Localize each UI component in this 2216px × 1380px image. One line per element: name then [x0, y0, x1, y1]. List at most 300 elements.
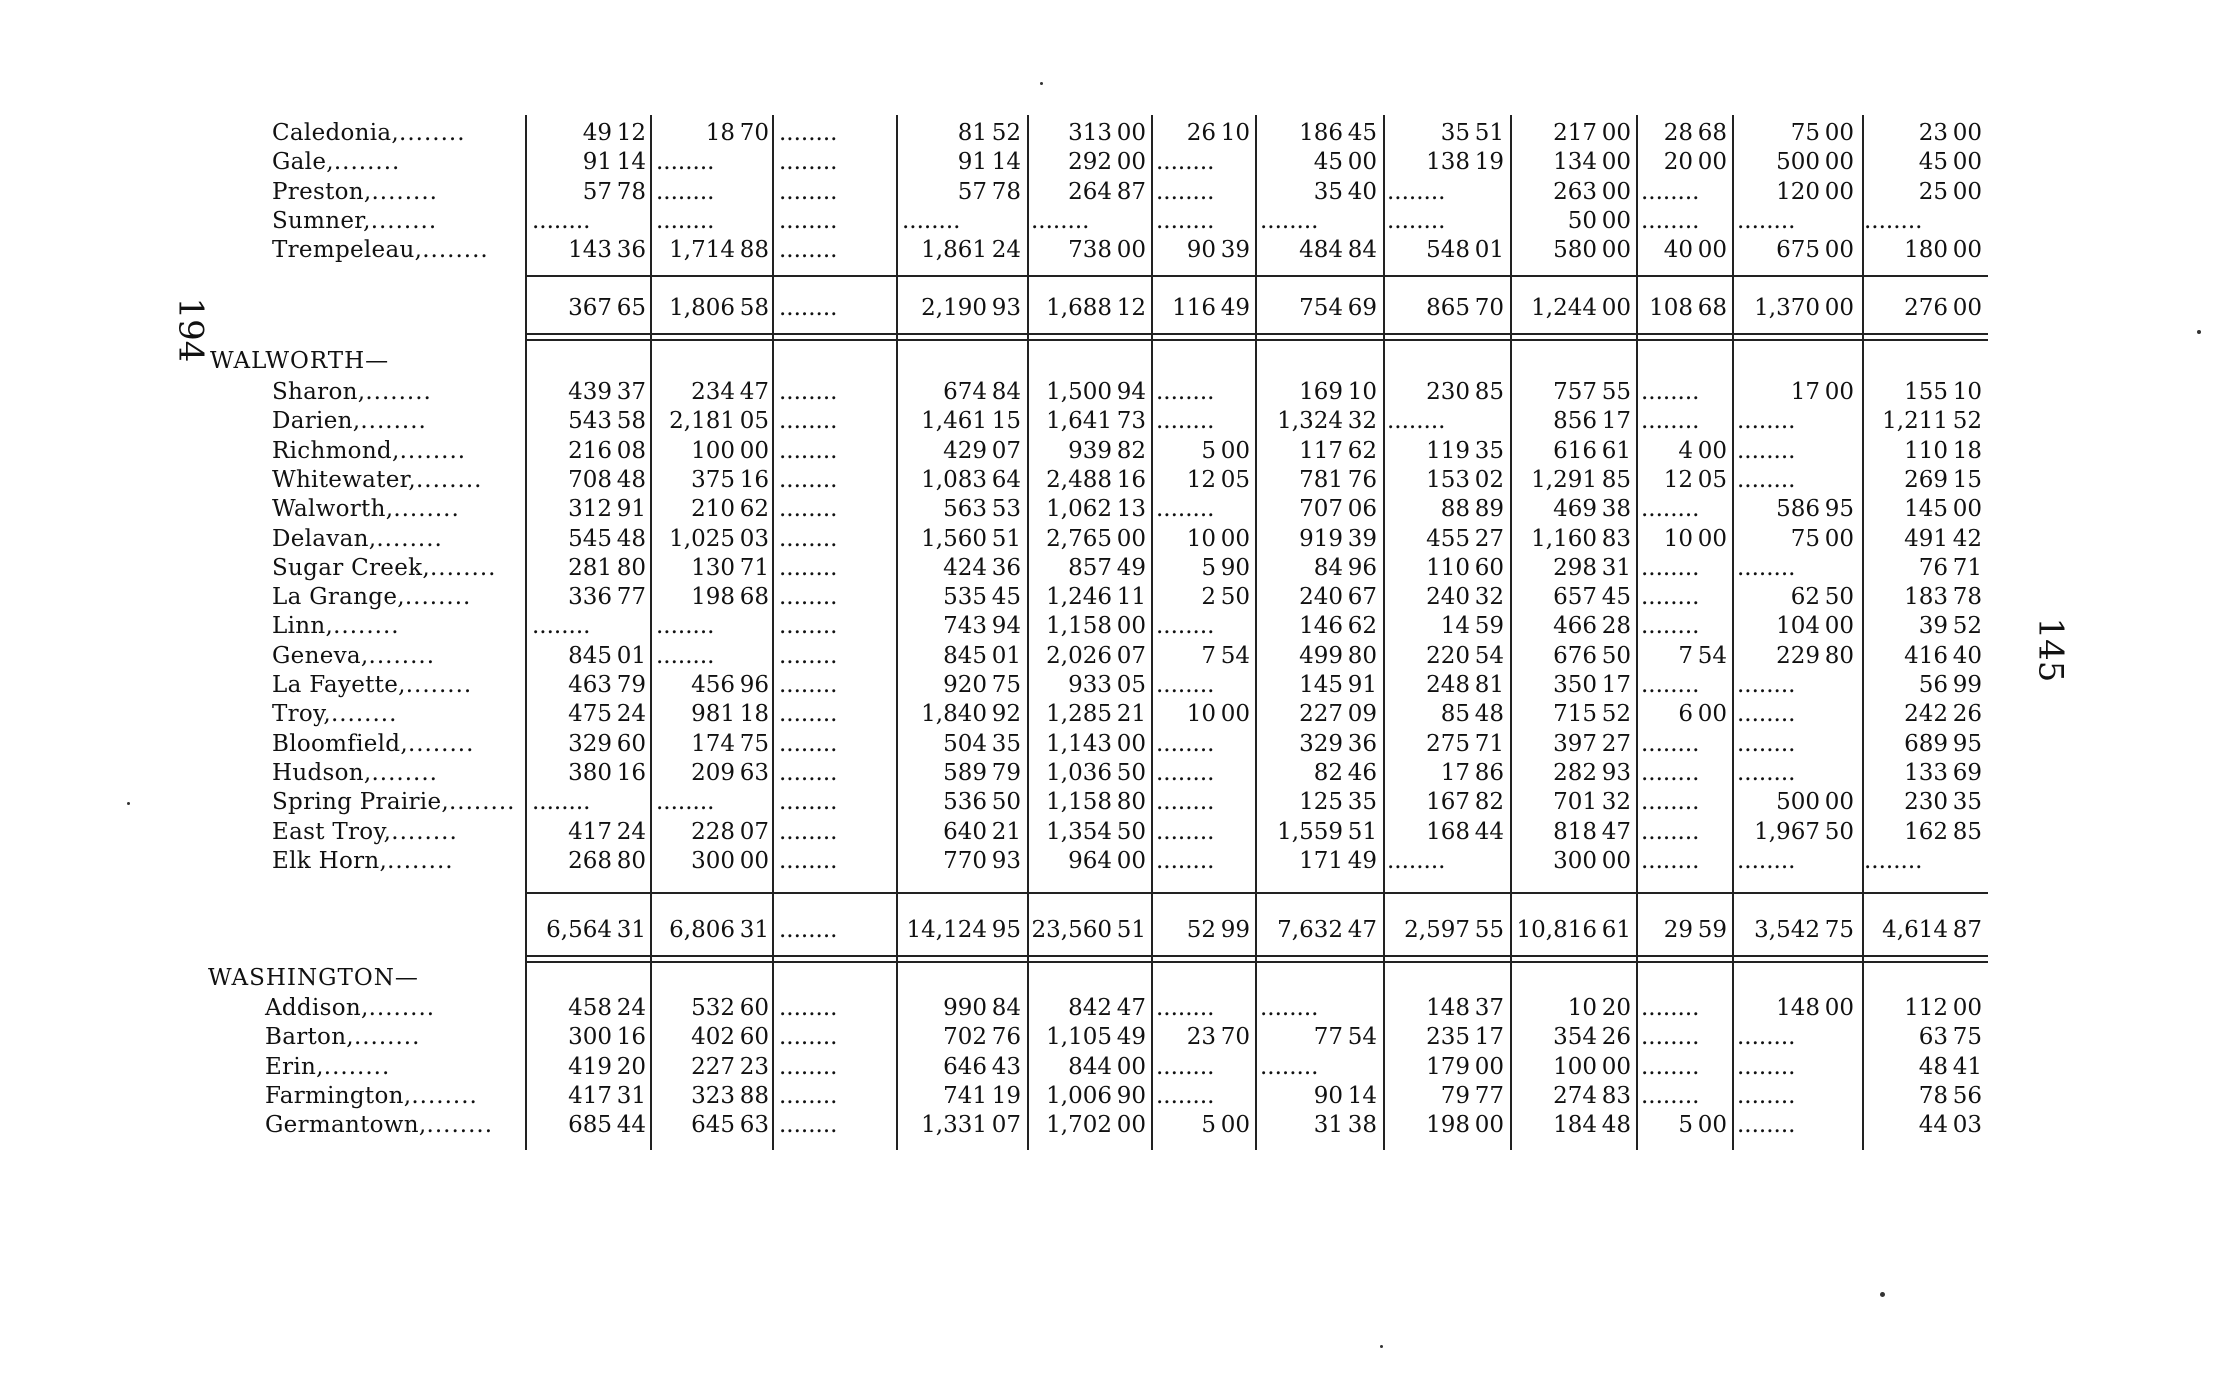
- cents: 46: [1347, 759, 1377, 786]
- cents: 82: [1474, 789, 1504, 816]
- amount-cell: [656, 553, 769, 583]
- dollars: 857: [1068, 554, 1112, 581]
- dollars: 500: [1776, 789, 1820, 816]
- amount-cell: [1514, 915, 1631, 945]
- town-name: Darien,: [272, 408, 361, 435]
- dollars: 10,816: [1516, 917, 1597, 943]
- amount-cell: [656, 582, 769, 612]
- dollars: 580: [1553, 237, 1597, 264]
- cents: 47: [1116, 995, 1146, 1021]
- town-label: [272, 846, 518, 876]
- cents: 69: [1347, 295, 1377, 321]
- cents: 01: [616, 642, 646, 669]
- leader-dots: ........: [365, 379, 432, 405]
- amount-cell: [1737, 377, 1854, 407]
- dollars: 220: [1426, 642, 1470, 669]
- dollars: 919: [1299, 525, 1343, 552]
- cents: 00: [1116, 237, 1146, 264]
- leader-dots: ........: [370, 207, 438, 234]
- cents: 50: [1116, 759, 1146, 786]
- amount-cell: [1864, 1110, 1982, 1140]
- cents: 48: [1601, 1112, 1631, 1139]
- cents: 38: [1601, 496, 1631, 523]
- cents: 12: [616, 120, 646, 146]
- dollars: 504: [943, 730, 987, 757]
- cents: 20: [1601, 995, 1631, 1021]
- cents: 00: [1697, 437, 1727, 464]
- cents: 00: [1824, 237, 1854, 264]
- cents: 68: [1697, 120, 1727, 146]
- cents: 81: [1474, 672, 1504, 698]
- dollars: 10: [1186, 525, 1216, 552]
- amount-cell: [1031, 524, 1146, 554]
- dollars: 757: [1553, 379, 1597, 405]
- dollars: 12: [1663, 466, 1693, 493]
- cents: 63: [739, 759, 769, 786]
- amount-cell: [902, 787, 1021, 817]
- dollars: 198: [691, 584, 735, 611]
- amount-cell: [902, 758, 1021, 788]
- cents: 00: [1697, 1112, 1727, 1139]
- cents: 32: [1601, 789, 1631, 816]
- cents: 42: [1952, 525, 1982, 552]
- amount-cell: [1514, 1110, 1631, 1140]
- amount-cell: [1031, 1052, 1146, 1082]
- amount-cell: [1514, 118, 1631, 148]
- cents: 00: [1952, 995, 1982, 1021]
- amount-cell: [1641, 436, 1727, 466]
- cents: 10: [1220, 120, 1250, 146]
- town-label: [272, 465, 518, 495]
- cents: 50: [1601, 642, 1631, 669]
- empty-cell-dots: ........: [1641, 672, 1700, 698]
- amount-cell: [1387, 1052, 1504, 1082]
- town-label: [272, 235, 518, 265]
- amount-cell: [1864, 293, 1982, 323]
- empty-cell-dots: ........: [1864, 207, 1923, 234]
- amount-cell: [1737, 993, 1854, 1023]
- amount-cell: [1864, 817, 1982, 847]
- empty-cell-dots: ........: [1737, 730, 1796, 757]
- amount-cell: [1387, 494, 1504, 524]
- amount-cell: [1641, 915, 1727, 945]
- dollars: 119: [1426, 437, 1470, 464]
- table-row: [0, 729, 2216, 759]
- dollars: 416: [1904, 642, 1948, 669]
- dollars: 6,806: [669, 917, 735, 943]
- cents: 00: [739, 847, 769, 874]
- dollars: 7,632: [1277, 917, 1343, 943]
- dollars: 25: [1918, 178, 1948, 205]
- cents: 45: [1601, 584, 1631, 611]
- dollars: 217: [1553, 120, 1597, 146]
- empty-cell-dots: ........: [1641, 1082, 1700, 1109]
- empty-cell-dots: ........: [779, 789, 838, 816]
- empty-cell-dots: ........: [779, 672, 838, 698]
- dollars: 7: [1201, 642, 1216, 669]
- cents: 71: [739, 554, 769, 581]
- dollars: 397: [1553, 730, 1597, 757]
- amount-cell: [656, 758, 769, 788]
- amount-cell: [1031, 817, 1146, 847]
- leader-dots: ........: [391, 818, 458, 845]
- amount-cell: [1514, 641, 1631, 671]
- cents: 84: [991, 379, 1021, 405]
- cents: 60: [739, 995, 769, 1021]
- town-name: Preston,: [272, 178, 372, 205]
- amount-cell: [1737, 787, 1854, 817]
- amount-cell: [532, 1081, 646, 1111]
- amount-cell: [1031, 1110, 1146, 1140]
- cents: 00: [1116, 120, 1146, 146]
- cents: 21: [991, 818, 1021, 845]
- dollars: 183: [1904, 584, 1948, 611]
- table-row: [0, 553, 2216, 583]
- dollars: 186: [1299, 120, 1343, 146]
- amount-cell: [532, 817, 646, 847]
- town-name: Linn,: [272, 613, 334, 640]
- cents: 75: [991, 672, 1021, 698]
- cents: 05: [1697, 466, 1727, 493]
- dollars: 76: [1918, 554, 1948, 581]
- cents: 89: [1474, 496, 1504, 523]
- town-label: [272, 817, 518, 847]
- amount-cell: [1514, 670, 1631, 700]
- cents: 71: [1474, 730, 1504, 757]
- dollars: 90: [1186, 237, 1216, 264]
- amount-cell: [1641, 147, 1727, 177]
- dollars: 44: [1918, 1112, 1948, 1139]
- amount-cell: [1031, 993, 1146, 1023]
- dollars: 845: [568, 642, 612, 669]
- dollars: 242: [1904, 701, 1948, 728]
- dollars: 640: [943, 818, 987, 845]
- cents: 77: [1474, 1082, 1504, 1109]
- amount-cell: [1737, 524, 1854, 554]
- cents: 00: [1601, 295, 1631, 321]
- dollars: 130: [691, 554, 735, 581]
- dollars: 2,026: [1046, 642, 1112, 669]
- amount-cell: [1737, 611, 1854, 641]
- amount-cell: [1031, 465, 1146, 495]
- town-name: Delavan,: [272, 525, 377, 552]
- amount-cell: [1387, 1110, 1504, 1140]
- amount-cell: [1156, 293, 1250, 323]
- amount-cell: [656, 465, 769, 495]
- amount-cell: [1260, 1081, 1377, 1111]
- empty-cell-dots: ........: [1641, 789, 1700, 816]
- table-row: [0, 582, 2216, 612]
- cents: 05: [739, 408, 769, 435]
- cents: 58: [616, 408, 646, 435]
- amount-cell: [1031, 1081, 1146, 1111]
- amount-cell: [532, 758, 646, 788]
- empty-cell-dots: ........: [779, 730, 838, 757]
- cents: 85: [1474, 379, 1504, 405]
- town-name: Bloomfield,: [272, 730, 408, 757]
- cents: 26: [1952, 701, 1982, 728]
- leader-dots: ........: [360, 408, 427, 435]
- dollars: 1,806: [669, 295, 735, 321]
- amount-cell: [1260, 1110, 1377, 1140]
- cents: 80: [1347, 642, 1377, 669]
- amount-cell: [532, 846, 646, 876]
- leader-dots: ........: [426, 1112, 494, 1139]
- cents: 00: [1952, 178, 1982, 205]
- amount-cell: [656, 670, 769, 700]
- dollars: 675: [1776, 237, 1820, 264]
- cents: 20: [616, 1053, 646, 1080]
- empty-cell-dots: ........: [779, 379, 838, 405]
- dollars: 75: [1790, 525, 1820, 552]
- dollars: 148: [1776, 995, 1820, 1021]
- dollars: 689: [1904, 730, 1948, 757]
- leader-dots: ........: [387, 847, 454, 874]
- empty-cell-dots: ........: [779, 408, 838, 435]
- cents: 52: [991, 120, 1021, 146]
- cents: 05: [1220, 466, 1250, 493]
- dollars: 88: [1440, 496, 1470, 523]
- cents: 01: [991, 642, 1021, 669]
- dollars: 417: [568, 1082, 612, 1109]
- cents: 51: [1474, 120, 1504, 146]
- amount-cell: [902, 1081, 1021, 1111]
- dollars: 586: [1776, 496, 1820, 523]
- leader-dots: ........: [333, 613, 400, 640]
- cents: 00: [1697, 237, 1727, 264]
- dollars: 1,246: [1046, 584, 1112, 611]
- town-name: Farmington,: [265, 1082, 412, 1109]
- cents: 00: [1952, 237, 1982, 264]
- dollars: 148: [1426, 995, 1470, 1021]
- dollars: 1,714: [669, 237, 735, 264]
- town-label: [272, 670, 518, 700]
- dollars: 26: [1186, 120, 1216, 146]
- dollars: 229: [1776, 642, 1820, 669]
- table-row: [0, 147, 2216, 177]
- amount-cell: [1864, 582, 1982, 612]
- amount-cell: [1514, 177, 1631, 207]
- cents: 67: [1347, 584, 1377, 611]
- cents: 84: [1347, 237, 1377, 264]
- cents: 60: [739, 1024, 769, 1051]
- table-row: [0, 758, 2216, 788]
- leader-dots: ........: [323, 1053, 391, 1080]
- dollars: 100: [691, 437, 735, 464]
- cents: 60: [616, 730, 646, 757]
- dollars: 52: [1186, 917, 1216, 943]
- leader-dots: ........: [399, 437, 467, 464]
- dollars: 676: [1553, 642, 1597, 669]
- empty-cell-dots: ........: [779, 237, 838, 264]
- empty-cell-dots: ........: [1737, 701, 1796, 728]
- amount-cell: [1387, 1022, 1504, 1052]
- amount-cell: [1514, 611, 1631, 641]
- amount-cell: [902, 582, 1021, 612]
- town-name: La Grange,: [272, 584, 405, 611]
- town-label: [272, 729, 518, 759]
- dollars: 125: [1299, 789, 1343, 816]
- amount-cell: [532, 406, 646, 436]
- cents: 49: [1116, 1024, 1146, 1051]
- amount-cell: [1387, 553, 1504, 583]
- leader-dots: ........: [405, 672, 473, 698]
- dollars: 329: [568, 730, 612, 757]
- dollars: 210: [691, 496, 735, 523]
- dollars: 1,688: [1046, 295, 1112, 321]
- amount-cell: [1387, 817, 1504, 847]
- empty-cell-dots: ........: [1641, 1024, 1700, 1051]
- dollars: 1,291: [1531, 466, 1597, 493]
- empty-cell-dots: ........: [1260, 207, 1319, 234]
- dollars: 145: [1904, 496, 1948, 523]
- dollars: 1,559: [1277, 818, 1343, 845]
- amount-cell: [1156, 699, 1250, 729]
- empty-cell-dots: ........: [779, 466, 838, 493]
- dollars: 499: [1299, 642, 1343, 669]
- amount-cell: [1260, 553, 1377, 583]
- dollars: 1,461: [921, 408, 987, 435]
- dollars: 209: [691, 759, 735, 786]
- amount-cell: [902, 377, 1021, 407]
- empty-cell-dots: ........: [779, 554, 838, 581]
- dollars: 91: [957, 149, 987, 176]
- cents: 36: [616, 237, 646, 264]
- dollars: 532: [691, 995, 735, 1021]
- dollars: 856: [1553, 408, 1597, 435]
- empty-cell-dots: ........: [1641, 554, 1700, 581]
- cents: 35: [991, 730, 1021, 757]
- dollars: 10: [1567, 995, 1597, 1021]
- cents: 21: [1116, 701, 1146, 728]
- amount-cell: [1737, 293, 1854, 323]
- dollars: 845: [943, 642, 987, 669]
- cents: 18: [739, 701, 769, 728]
- cents: 00: [1824, 149, 1854, 176]
- empty-cell-dots: ........: [1737, 759, 1796, 786]
- amount-cell: [1031, 406, 1146, 436]
- dollars: 645: [691, 1112, 735, 1139]
- amount-cell: [1641, 1110, 1727, 1140]
- amount-cell: [532, 177, 646, 207]
- amount-cell: [1864, 758, 1982, 788]
- amount-cell: [1864, 729, 1982, 759]
- amount-cell: [532, 377, 646, 407]
- empty-cell-dots: ........: [1641, 818, 1700, 845]
- empty-cell-dots: ........: [779, 847, 838, 874]
- cents: 62: [1347, 437, 1377, 464]
- dollars: 707: [1299, 496, 1343, 523]
- empty-cell-dots: ........: [656, 178, 715, 205]
- dollars: 2,597: [1404, 917, 1470, 943]
- cents: 87: [1116, 178, 1146, 205]
- cents: 39: [1220, 237, 1250, 264]
- amount-cell: [1031, 758, 1146, 788]
- amount-cell: [1514, 1052, 1631, 1082]
- amount-cell: [532, 582, 646, 612]
- dollars: 112: [1904, 995, 1948, 1021]
- cents: 91: [616, 496, 646, 523]
- dollars: 1,324: [1277, 408, 1343, 435]
- town-name: Walworth,: [272, 496, 394, 523]
- amount-cell: [902, 465, 1021, 495]
- town-name: Sugar Creek,: [272, 554, 430, 581]
- dollars: 701: [1553, 789, 1597, 816]
- dollars: 818: [1553, 818, 1597, 845]
- amount-cell: [1864, 177, 1982, 207]
- town-label: [272, 147, 518, 177]
- dollars: 23,560: [1031, 917, 1112, 943]
- cents: 41: [1952, 1053, 1982, 1080]
- dollars: 292: [1068, 149, 1112, 176]
- dollars: 264: [1068, 178, 1112, 205]
- cents: 35: [1952, 789, 1982, 816]
- amount-cell: [902, 670, 1021, 700]
- amount-cell: [1031, 641, 1146, 671]
- dollars: 491: [1904, 525, 1948, 552]
- cents: 85: [1601, 466, 1631, 493]
- cents: 52: [1601, 701, 1631, 728]
- dollars: 79: [1440, 1082, 1470, 1109]
- dollars: 14,124: [906, 917, 987, 943]
- dollars: 120: [1776, 178, 1820, 205]
- dollars: 1,967: [1754, 818, 1820, 845]
- cents: 00: [1601, 120, 1631, 146]
- cents: 36: [1347, 730, 1377, 757]
- cents: 80: [616, 554, 646, 581]
- amount-cell: [532, 436, 646, 466]
- leader-dots: ........: [371, 178, 438, 205]
- amount-cell: [1031, 846, 1146, 876]
- dollars: 228: [691, 818, 735, 845]
- dollars: 153: [1426, 466, 1470, 493]
- cents: 62: [1347, 613, 1377, 640]
- dollars: 110: [1426, 554, 1470, 581]
- empty-cell-dots: ........: [1260, 995, 1319, 1021]
- dollars: 657: [1553, 584, 1597, 611]
- dollars: 933: [1068, 672, 1112, 698]
- amount-cell: [532, 993, 646, 1023]
- cents: 00: [1116, 1053, 1146, 1080]
- empty-cell-dots: ........: [532, 613, 591, 640]
- cents: 58: [739, 295, 769, 321]
- amount-cell: [532, 147, 646, 177]
- dollars: 10: [1186, 701, 1216, 728]
- dollars: 300: [691, 847, 735, 874]
- dollars: 1,285: [1046, 701, 1112, 728]
- leader-dots: ........: [393, 496, 460, 523]
- rule: [525, 339, 1988, 341]
- cents: 61: [1601, 917, 1631, 943]
- dollars: 110: [1904, 437, 1948, 464]
- cents: 49: [1116, 554, 1146, 581]
- empty-cell-dots: ........: [779, 437, 838, 464]
- leader-dots: ........: [416, 466, 483, 493]
- dollars: 738: [1068, 237, 1112, 264]
- dollars: 117: [1299, 437, 1343, 464]
- leader-dots: ........: [371, 759, 438, 786]
- amount-cell: [1260, 582, 1377, 612]
- amount-cell: [1387, 611, 1504, 641]
- amount-cell: [1737, 177, 1854, 207]
- empty-cell-dots: ........: [1031, 207, 1090, 234]
- cents: 48: [616, 525, 646, 552]
- empty-cell-dots: ........: [1737, 207, 1796, 234]
- amount-cell: [532, 293, 646, 323]
- cents: 16: [616, 1024, 646, 1051]
- dollars: 57: [582, 178, 612, 205]
- amount-cell: [1387, 641, 1504, 671]
